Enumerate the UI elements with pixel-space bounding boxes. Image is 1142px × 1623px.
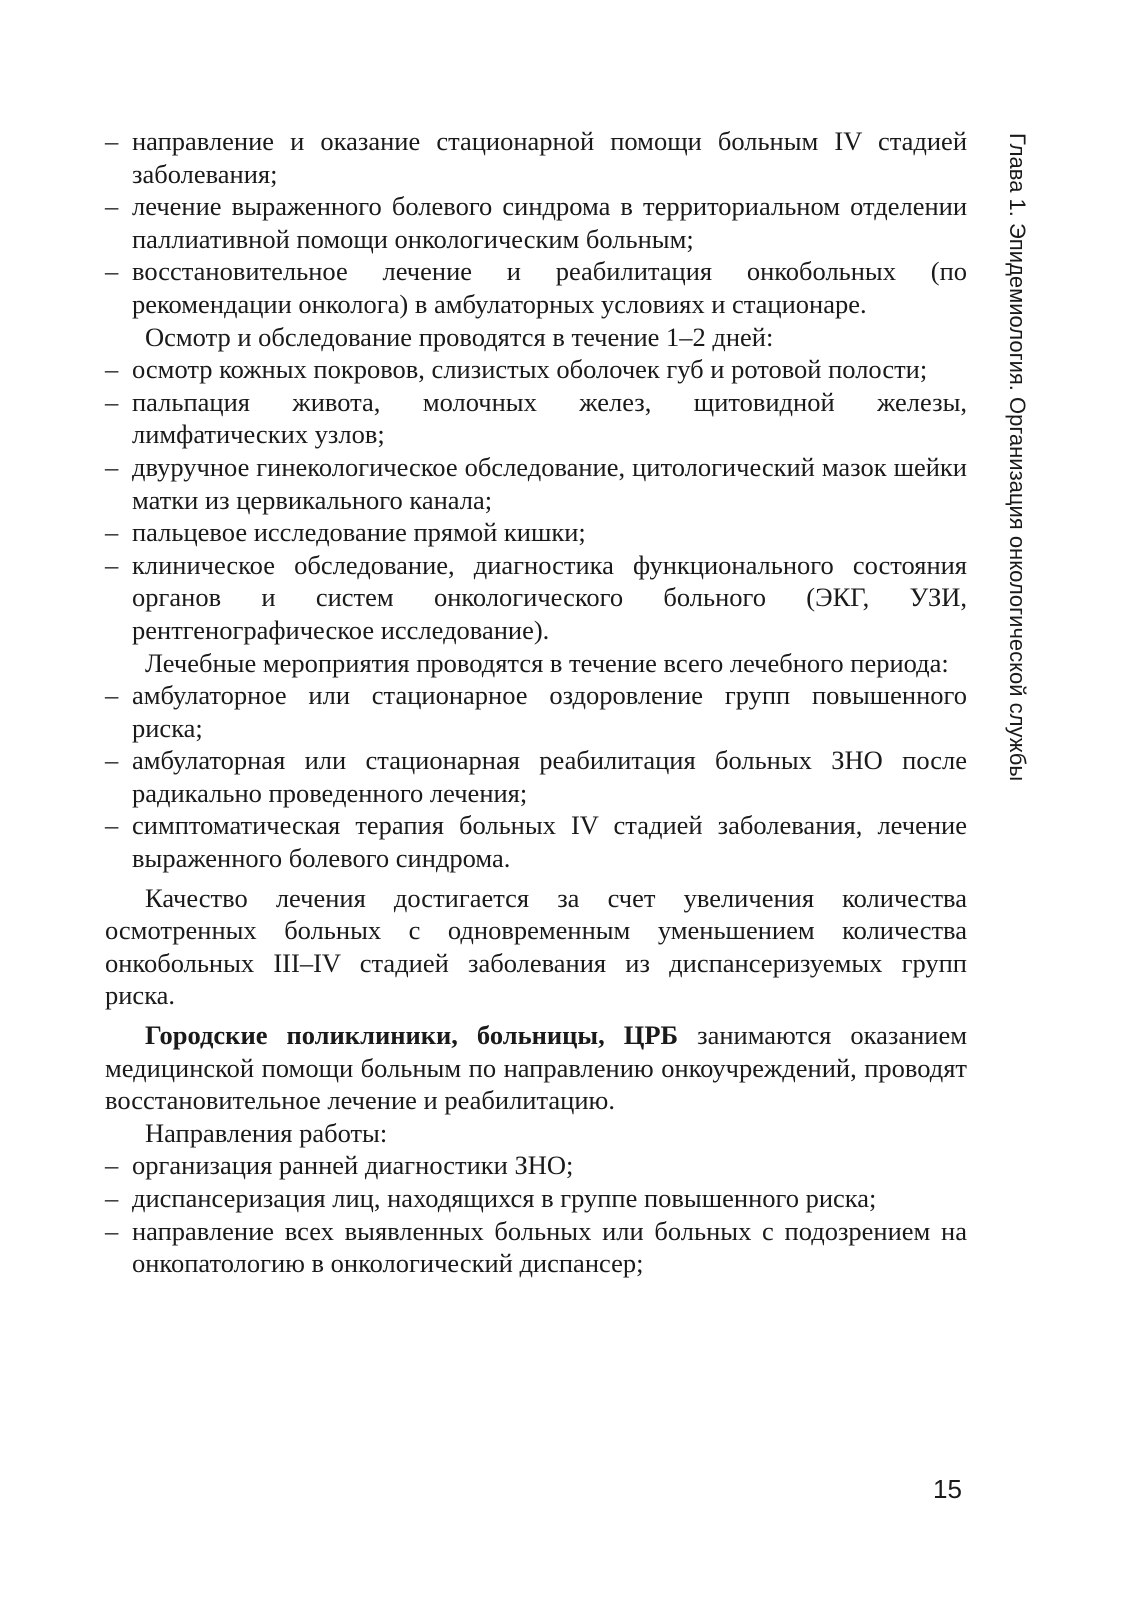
list-item-text: восстановительное лечение и реабилитация онкобольных (по рекомендации онколога) в амбулаторных условиях и стационаре. — [132, 256, 967, 319]
list-item — [105, 190, 967, 255]
paragraph-quality: Качество лечения достигается за счет увеличения количества осмотренных больных с одновременным уменьшением количества онкобольных III–IV стадией заболевания из диспансеризуемых групп риска. — [105, 882, 967, 1011]
list-dash: – — [105, 1215, 119, 1246]
list-item — [105, 1182, 967, 1215]
list-item-text: лечение выраженного болевого синдрома в территориальном отделении паллиативной помощи онкологическим больным; — [132, 191, 967, 254]
list-item — [105, 549, 967, 647]
list-item-text: направление всех выявленных больных или больных с подозрением на онкопатологию в онкологический диспансер; — [132, 1215, 967, 1279]
list-item-text: клиническое обследование, диагностика функционального состояния органов и систем онкологического больного (ЭКГ, УЗИ, рентгенографическое исследование). — [132, 549, 967, 645]
list-item — [105, 386, 967, 451]
list-item-text: амбулаторное или стационарное оздоровление групп повышенного риска; — [132, 680, 967, 743]
running-header: Глава 1. Эпидемиология. Организация онкологической службы — [1005, 133, 1030, 782]
list-dash: – — [105, 745, 119, 776]
paragraph-clinics — [105, 1019, 967, 1117]
paragraph-clinics-rest: занимаются оказанием медицинской помощи больным по направлению онкоучреждений, проводят восстановительное лечение и реабилитацию. — [105, 1020, 968, 1116]
list-dash: – — [105, 1150, 119, 1181]
list-item — [105, 255, 967, 320]
list-dash: – — [105, 354, 119, 385]
list-item — [105, 1215, 967, 1280]
list-dash: – — [105, 386, 119, 417]
list-item — [105, 679, 967, 744]
list-item — [105, 809, 967, 874]
list-dash: – — [105, 810, 119, 841]
list-item — [105, 451, 967, 516]
list-item-text: организация ранней диагностики ЗНО; — [132, 1150, 574, 1181]
list-item — [105, 125, 967, 190]
list-dash: – — [105, 680, 119, 711]
section-lead: Лечебные мероприятия проводятся в течение всего лечебного периода: — [145, 647, 949, 678]
list-item — [105, 744, 967, 809]
list-item — [105, 1149, 967, 1182]
section-lead: Осмотр и обследование проводятся в течение 1–2 дней: — [145, 321, 774, 352]
list-item — [105, 516, 967, 549]
list-dash: – — [105, 1183, 119, 1213]
list-dash: – — [105, 549, 119, 580]
list-item-text: диспансеризация лиц, находящихся в группе повышенного риска; — [132, 1183, 877, 1213]
list-item — [105, 353, 967, 386]
section-lead: Направления работы: — [145, 1117, 388, 1148]
list-item-text: амбулаторная или стационарная реабилитация больных ЗНО после радикально проведенного лечения; — [132, 745, 967, 808]
list-dash: – — [105, 191, 119, 222]
list-dash: – — [105, 256, 119, 287]
page-number: 15 — [933, 1474, 962, 1504]
list-item-text: направление и оказание стационарной помощи больным IV стадией заболевания; — [132, 126, 967, 189]
list-item-text: симптоматическая терапия больных IV стадией заболевания, лечение выраженного болевого синдрома. — [132, 810, 967, 874]
page-body — [105, 125, 967, 1280]
list-dash: – — [105, 451, 119, 482]
list-item-text: двуручное гинекологическое обследование, цитологический мазок шейки матки из цервикального канала; — [132, 451, 967, 515]
paragraph-clinics-bold: Городские поликлиники, больницы, ЦРБ — [145, 1020, 679, 1051]
list-item-text: пальпация живота, молочных желез, щитовидной железы, лимфатических узлов; — [132, 386, 967, 450]
list-item-text: осмотр кожных покровов, слизистых оболочек губ и ротовой полости; — [132, 354, 928, 385]
list-dash: – — [105, 126, 119, 156]
list-item-text: пальцевое исследование прямой кишки; — [132, 517, 586, 548]
list-dash: – — [105, 517, 119, 548]
